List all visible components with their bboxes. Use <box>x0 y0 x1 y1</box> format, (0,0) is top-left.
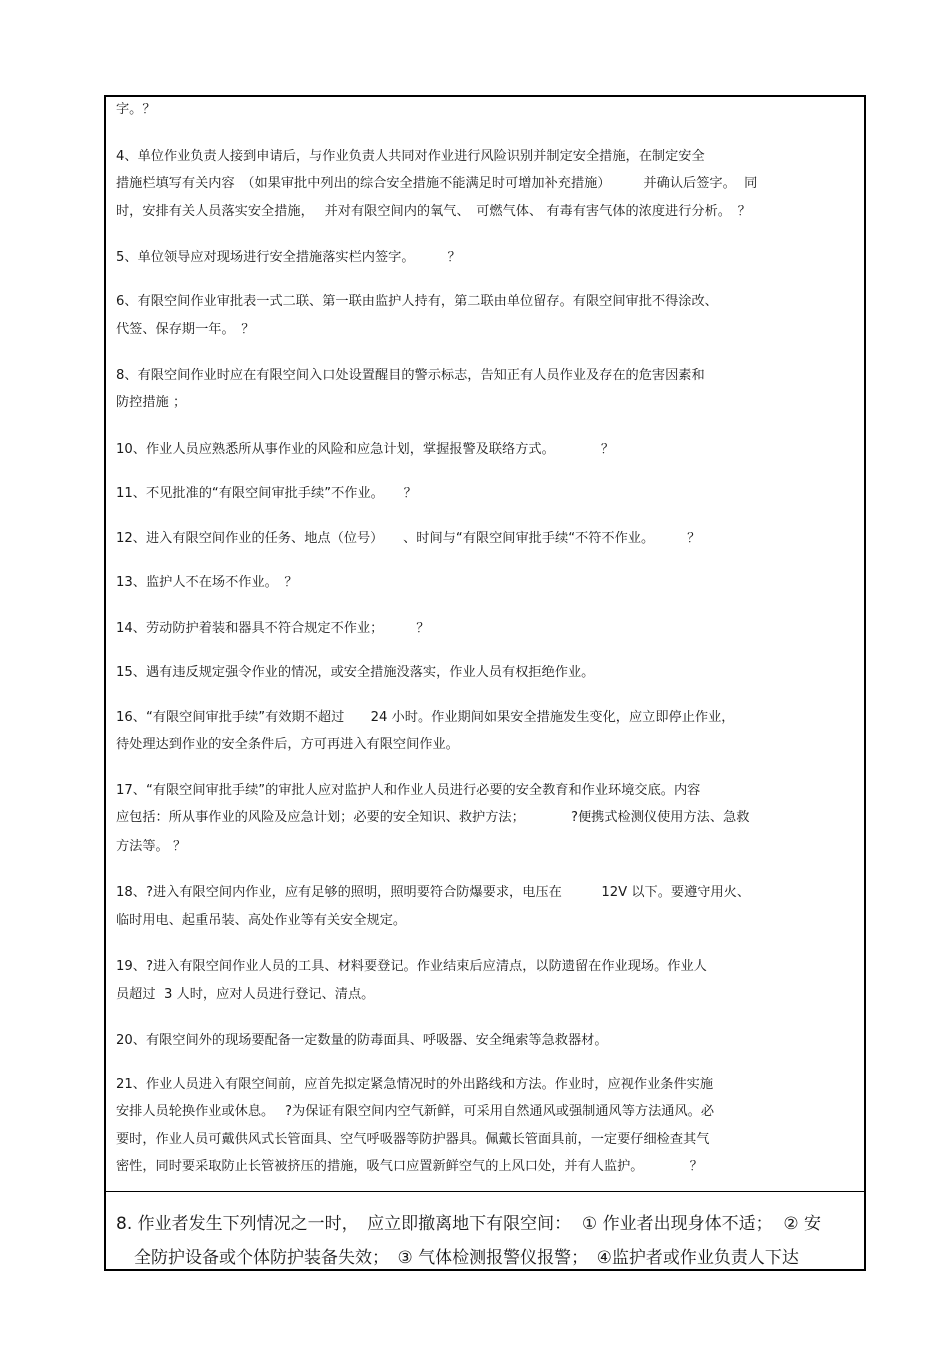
text-line: 措施栏填写有关内容 （如果审批中列出的综合安全措施不能满足时可增加补充措施） 并确认后签字。 同 <box>116 176 758 191</box>
section8-line-1: 8. 作业者发生下列情况之一时， 应立即撤离地下有限空间： ① 作业者出现身体不适； ② 安 <box>116 1214 822 1234</box>
text-line: 密性，同时要采取防止长管被挤压的措施，吸气口应置新鲜空气的上风口处，并有人监护。 ？ <box>116 1159 703 1174</box>
text-line: 字。？ <box>116 102 156 117</box>
text-line: 5、单位领导应对现场进行安全措施落实栏内签字。 ？ <box>116 250 461 265</box>
text-line: 16、“有限空间审批手续”有效期不超过 24 小时。作业期间如果安全措施发生变化，应立即停止作业， <box>116 710 735 725</box>
text-line: 18、?进入有限空间内作业，应有足够的照明，照明要符合防爆要求，电压在 12V 以下。要遵守用火、 <box>116 885 751 900</box>
text-line: 待处理达到作业的安全条件后，方可再进入有限空间作业。 <box>116 737 459 752</box>
text-line: 15、遇有违反规定强令作业的情况，或安全措施没落实，作业人员有权拒绝作业。 <box>116 665 595 680</box>
text-line: 员超过 3 人时，应对人员进行登记、清点。 <box>116 987 375 1002</box>
section8-line-2: 全防护设备或个体防护装备失效； ③ 气体检测报警仪报警； ④监护者或作业负责人下达 <box>134 1248 799 1268</box>
text-line: 4、单位作业负责人接到申请后，与作业负责人共同对作业进行风险识别并制定安全措施，在制定安全 <box>116 149 705 164</box>
text-line: 10、作业人员应熟悉所从事作业的风险和应急计划，掌握报警及联络方式。 ？ <box>116 442 615 457</box>
document-frame <box>104 95 866 1271</box>
text-line: 11、不见批准的“有限空间审批手续”不作业。 ？ <box>116 486 417 501</box>
text-line: 13、监护人不在场不作业。 ？ <box>116 575 298 590</box>
text-line: 17、“有限空间审批手续”的审批人应对监护人和作业人员进行必要的安全教育和作业环境交底。内容 <box>116 783 701 798</box>
text-line: 8、有限空间作业时应在有限空间入口处设置醒目的警示标志，告知正有人员作业及存在的危害因素和 <box>116 368 705 383</box>
text-line: 19、?进入有限空间作业人员的工具、材料要登记。作业结束后应清点，以防遗留在作业现场。作业人 <box>116 959 707 974</box>
text-line: 20、有限空间外的现场要配备一定数量的防毒面具、呼吸器、安全绳索等急救器材。 <box>116 1033 608 1048</box>
text-line: 方法等。 ？ <box>116 839 187 854</box>
text-line: 12、进入有限空间作业的任务、地点（位号） 、时间与“有限空间审批手续“不符不作业。 ？ <box>116 531 701 546</box>
section-divider <box>106 1191 864 1192</box>
text-line: 时，安排有关人员落实安全措施， 并对有限空间内的氧气、 可燃气体、 有毒有害气体的浓度进行分析。 ？ <box>116 204 751 219</box>
text-line: 要时，作业人员可戴供风式长管面具、空气呼吸器等防护器具。佩戴长管面具前，一定要仔细检查其气 <box>116 1132 710 1147</box>
text-line: 防控措施 ； <box>116 395 187 410</box>
text-line: 临时用电、起重吊装、高处作业等有关安全规定。 <box>116 913 407 928</box>
text-line: 安排人员轮换作业或休息。 ?为保证有限空间内空气新鲜，可采用自然通风或强制通风等方法通风。必 <box>116 1104 715 1119</box>
text-line: 14、劳动防护着装和器具不符合规定不作业； ？ <box>116 621 430 636</box>
text-line: 应包括：所从事作业的风险及应急计划；必要的安全知识、救护方法； ?便携式检测仪使用方法、急救 <box>116 810 750 825</box>
text-line: 代签、保存期一年。 ？ <box>116 322 255 337</box>
text-line: 21、作业人员进入有限空间前，应首先拟定紧急情况时的外出路线和方法。作业时，应视作业条件实施 <box>116 1077 714 1092</box>
text-line: 6、有限空间作业审批表一式二联、第一联由监护人持有，第二联由单位留存。有限空间审批不得涂改、 <box>116 294 718 309</box>
